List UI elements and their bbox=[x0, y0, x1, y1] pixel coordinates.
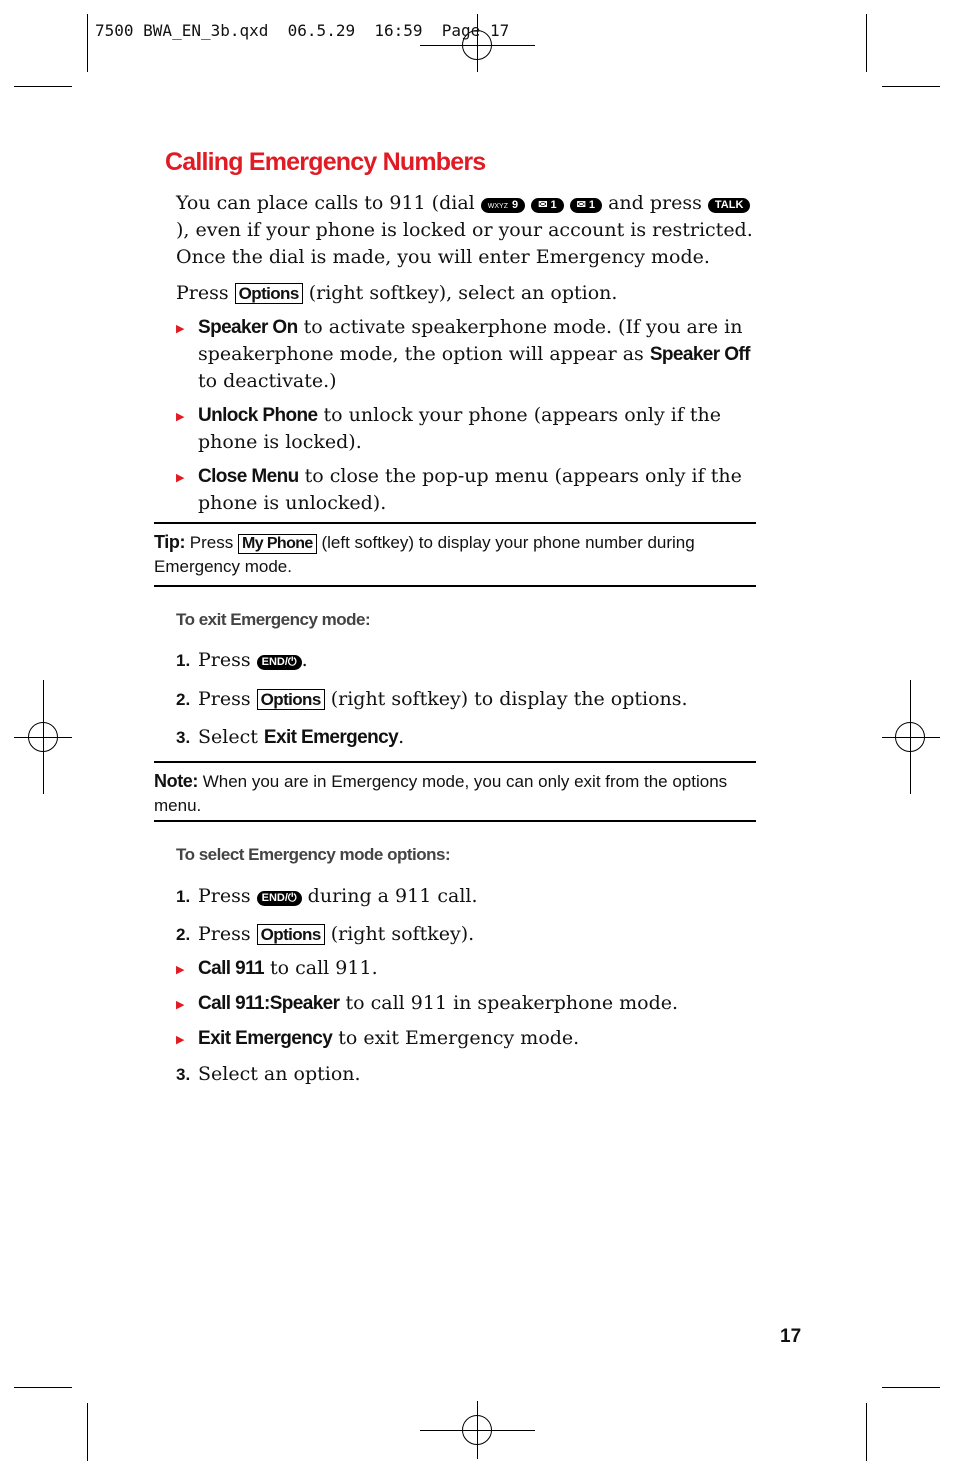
select-step-3: 3. Select an option. bbox=[176, 1063, 361, 1085]
options-softkey: Options bbox=[257, 689, 325, 710]
note-label: Note: bbox=[154, 771, 198, 791]
crop-mark bbox=[866, 14, 867, 72]
bullet-arrow-icon: ▶ bbox=[176, 1033, 185, 1046]
list-item: ▶ Call 911 to call 911. bbox=[176, 955, 760, 982]
registration-mark bbox=[28, 722, 58, 752]
intro-paragraph bbox=[176, 190, 760, 271]
exit-step-3: 3. Select Exit Emergency. bbox=[176, 726, 405, 748]
registration-mark bbox=[895, 722, 925, 752]
exit-step-1: 1. Press END/⏻ . bbox=[176, 649, 308, 671]
bullet-arrow-icon: ▶ bbox=[176, 998, 185, 1011]
key-9-icon: WXYZ 9 bbox=[481, 198, 525, 213]
list-item: ▶ Call 911:Speaker to call 911 in speakerphone mode. bbox=[176, 990, 760, 1017]
list-item: ▶ Speaker On to activate speakerphone mode. (If you are in speakerphone mode, the option will appear as Speaker Off to deactivate.) bbox=[176, 316, 750, 392]
note-box: Note: When you are in Emergency mode, you can only exit from the options menu. bbox=[154, 761, 756, 822]
end-key-icon: END/⏻ bbox=[257, 891, 302, 906]
select-step-2: 2. Press Options (right softkey). bbox=[176, 923, 475, 945]
options-softkey: Options bbox=[235, 283, 303, 304]
list-item: ▶ Exit Emergency to exit Emergency mode. bbox=[176, 1025, 760, 1052]
registration-mark bbox=[462, 1415, 492, 1445]
tip-box: Tip: Press My Phone (left softkey) to display your phone number during Emergency mode. bbox=[154, 522, 756, 587]
intro-text: You can place calls to 911 (dial bbox=[176, 192, 481, 214]
key-1-icon: ✉ 1 bbox=[570, 198, 602, 213]
end-key-icon: END/⏻ bbox=[257, 655, 302, 670]
select-step-1: 1. Press END/⏻ during a 911 call. bbox=[176, 885, 478, 907]
print-slug: 7500 BWA_EN_3b.qxd 06.5.29 16:59 Page 17 bbox=[95, 21, 510, 40]
intro-text: and press bbox=[602, 192, 708, 214]
bullet-arrow-icon: ▶ bbox=[176, 322, 185, 335]
select-heading: To select Emergency mode options: bbox=[176, 845, 451, 864]
crop-mark bbox=[14, 1387, 72, 1388]
crop-mark bbox=[882, 1387, 940, 1388]
crop-mark bbox=[87, 14, 88, 72]
list-item: ▶ Close Menu to close the pop-up menu (appears only if the phone is unlocked). bbox=[176, 465, 742, 514]
page-title: Calling Emergency Numbers bbox=[165, 148, 486, 176]
talk-key-icon: TALK bbox=[708, 198, 751, 213]
options-softkey: Options bbox=[257, 924, 325, 945]
bullet-arrow-icon: ▶ bbox=[176, 410, 185, 423]
option-list bbox=[176, 314, 760, 524]
tip-label: Tip: bbox=[154, 532, 186, 552]
page-number: 17 bbox=[780, 1326, 802, 1347]
crop-mark bbox=[14, 86, 72, 87]
intro-text: ), even if your phone is locked or your account is restricted. Once the dial is made, you will enter Emergency mode. bbox=[176, 219, 753, 268]
crop-mark bbox=[866, 1403, 867, 1461]
press-options-line: Press Options (right softkey), select an option. bbox=[176, 282, 618, 304]
crop-mark bbox=[882, 86, 940, 87]
exit-heading: To exit Emergency mode: bbox=[176, 610, 371, 629]
select-option-list bbox=[176, 955, 760, 1060]
bullet-arrow-icon: ▶ bbox=[176, 963, 185, 976]
key-1-icon: ✉ 1 bbox=[531, 198, 563, 213]
list-item: ▶ Unlock Phone to unlock your phone (appears only if the phone is locked). bbox=[176, 404, 722, 453]
exit-step-2: 2. Press Options (right softkey) to display the options. bbox=[176, 688, 688, 710]
myphone-softkey: My Phone bbox=[238, 534, 317, 554]
bullet-arrow-icon: ▶ bbox=[176, 471, 185, 484]
crop-mark bbox=[87, 1403, 88, 1461]
